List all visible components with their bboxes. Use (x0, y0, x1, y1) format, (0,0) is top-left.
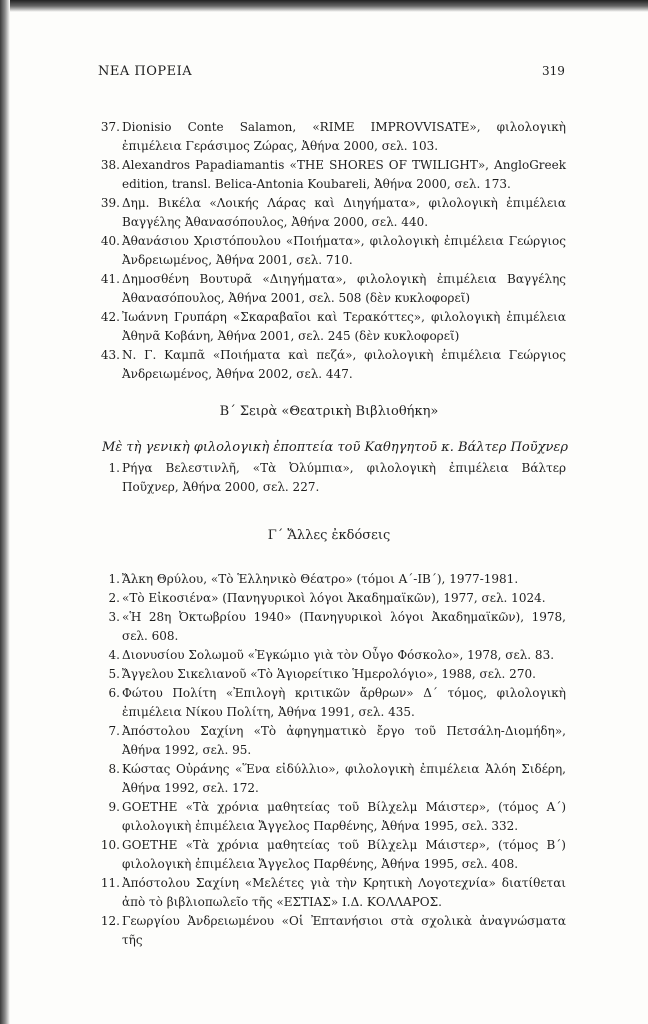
list-item (98, 874, 566, 912)
series-b-heading: Β΄ Σειρὰ «Θεατρικὴ Βιβλιοθήκη» (219, 404, 439, 419)
entry-number: 37. (100, 120, 120, 134)
series-c-list (98, 570, 566, 950)
list-item (98, 232, 566, 270)
entry-number: 6. (108, 686, 120, 700)
entry-number: 9. (108, 800, 120, 814)
entry-text: Ρήγα Βελεστινλῆ, «Τὰ Ὀλύμπια», φιλολογικὴ ἐπιμέλεια Βάλτερ Ποῦχνερ, Ἀθήνα 2000, σελ. 227. (122, 461, 566, 494)
series-b-supervision: Μὲ τὴ γενικὴ φιλολογικὴ ἐποπτεία τοῦ Καθηγητοῦ κ. Βάλτερ Ποῦχνερ (102, 440, 568, 455)
entry-text: GOETHE «Τὰ χρόνια μαθητείας τοῦ Βίλχελμ Μάιστερ», (τόμος Α΄) φιλολογικὴ ἐπιμέλεια Ἄγγελος Παρθένης, Ἀθήνα 1995, σελ. 332. (122, 800, 566, 833)
entry-text: Ἀθανάσιου Χριστόπουλου «Ποιήματα», φιλολογικὴ ἐπιμέλεια Γεώργιος Ἀνδρειωμένος, Ἀθήνα 2001, σελ. 710. (122, 234, 566, 267)
entry-text: Φώτου Πολίτη «Ἐπιλογὴ κριτικῶν ἄρθρων» Δ΄ τόμος, φιλολογικὴ ἐπιμέλεια Νίκου Πολίτη, Ἀθήνα 1991, σελ. 435. (122, 686, 566, 719)
entry-text: GOETHE «Τὰ χρόνια μαθητείας τοῦ Βίλχελμ Μάιστερ», (τόμος Β΄) φιλολογικὴ ἐπιμέλεια Ἄγγελος Παρθένης, Ἀθήνα 1995, σελ. 408. (122, 838, 566, 871)
list-item (98, 760, 566, 798)
entry-text: Διονυσίου Σολωμοῦ «Ἐγκώμιο γιὰ τὸν Οὖγο Φόσκολο», 1978, σελ. 83. (122, 648, 555, 662)
list-item (98, 665, 566, 684)
entry-number: 40. (100, 234, 120, 248)
entry-text: Ἀπόστολου Σαχίνη «Μελέτες γιὰ τὴν Κρητικὴ Λογοτεχνία» διατίθεται ἀπὸ τὸ βιβλιοπωλεῖο τῆς «ΕΣΤΙΑΣ» Ι.Δ. ΚΟΛΛΑΡΟΣ. (122, 876, 566, 909)
list-item (98, 589, 566, 608)
list-item (98, 836, 566, 874)
scan-top-shadow (0, 0, 648, 12)
entry-text: «Ἡ 28η Ὀκτωβρίου 1940» (Πανηγυρικοὶ λόγοι Ἀκαδημαϊκῶν), 1978, σελ. 608. (122, 610, 566, 643)
entry-number: 42. (100, 310, 120, 324)
list-item (98, 608, 566, 646)
list-item (98, 646, 566, 665)
entry-number: 39. (100, 196, 120, 210)
entry-number: 41. (100, 272, 120, 286)
scan-binding-shadow (0, 0, 10, 1024)
series-a-list (98, 118, 566, 384)
entry-text: Ν. Γ. Καμπᾶ «Ποιήματα καὶ πεζά», φιλολογικὴ ἐπιμέλεια Γεώργιος Ἀνδρειωμένος, Ἀθήνα 2002, σελ. 447. (122, 348, 566, 381)
entry-text: Δημοσθένη Βουτυρᾶ «Διηγήματα», φιλολογικὴ ἐπιμέλεια Βαγγέλης Ἀθανασόπουλος, Ἀθήνα 2001, σελ. 508 (δὲν κυκλοφορεῖ) (122, 272, 566, 305)
entry-text: Alexandros Papadiamantis «THE SHORES OF TWILIGHT», AngloGreek edition, transl. Belica-Antonia Koubareli, Ἀθήνα 2000, σελ. 173. (122, 158, 566, 191)
entry-number: 3. (108, 610, 120, 624)
entry-text: Ἰωάννη Γρυπάρη «Σκαραβαῖοι καὶ Τερακόττες», φιλολογικὴ ἐπιμέλεια Ἀθηνᾶ Κοβάνη, Ἀθήνα 2001, σελ. 245 (δὲν κυκλοφορεῖ) (122, 310, 566, 343)
entry-number: 10. (100, 838, 120, 852)
list-item (98, 570, 566, 589)
entry-text: Κώστας Οὐράνης «Ἕνα εἰδύλλιο», φιλολογικὴ ἐπιμέλεια Ἀλόη Σιδέρη, Ἀθήνα 1992, σελ. 172. (122, 762, 566, 795)
list-item (98, 459, 566, 497)
entry-number: 11. (100, 876, 120, 890)
entry-number: 1. (108, 572, 120, 586)
entry-number: 5. (108, 667, 120, 681)
entry-text: Γεωργίου Ἀνδρειωμένου «Οἱ Ἐπτανήσιοι στὰ σχολικὰ ἀναγνώσματα τῆς (122, 914, 566, 947)
series-c-heading: Γ΄ Ἄλλες ἐκδόσεις (267, 528, 391, 543)
entry-text: Δημ. Βικέλα «Λοικής Λάρας καὶ Διηγήματα», φιλολογικὴ ἐπιμέλεια Βαγγέλης Ἀθανασόπουλος, Ἀθήνα 2000, σελ. 440. (122, 196, 566, 229)
entry-text: Ἄγγελου Σικελιανοῦ «Τὸ Ἁγιορείτικο Ἡμερολόγιο», 1988, σελ. 270. (122, 667, 536, 681)
list-item (98, 346, 566, 384)
list-item (98, 798, 566, 836)
entry-number: 1. (108, 461, 120, 475)
list-item (98, 722, 566, 760)
page-number: 319 (542, 64, 565, 78)
entry-text: Ἄλκη Θρύλου, «Τὸ Ἑλληνικὸ Θέατρο» (τόμοι Α΄-ΙΒ΄), 1977-1981. (122, 572, 519, 586)
list-item (98, 156, 566, 194)
entry-text: «Τὸ Εἰκοσιένα» (Πανηγυρικοὶ λόγοι Ἀκαδημαϊκῶν), 1977, σελ. 1024. (122, 591, 546, 605)
running-head: ΝΕΑ ΠΟΡΕΙΑ (98, 64, 193, 79)
list-item (98, 270, 566, 308)
entry-number: 12. (100, 914, 120, 928)
list-item (98, 308, 566, 346)
entry-number: 43. (100, 348, 120, 362)
entry-number: 8. (108, 762, 120, 776)
entry-number: 2. (108, 591, 120, 605)
entry-text: Dionisio Conte Salamon, «RIME IMPROVVISATE», φιλολογικὴ ἐπιμέλεια Γεράσιμος Ζώρας, Ἀθήνα 2000, σελ. 103. (122, 120, 566, 153)
entry-number: 4. (108, 648, 120, 662)
list-item (98, 194, 566, 232)
entry-text: Ἀπόστολου Σαχίνη «Τὸ ἀφηγηματικὸ ἔργο τοῦ Πετσάλη-Διομήδη», Ἀθήνα 1992, σελ. 95. (122, 724, 566, 757)
list-item (98, 118, 566, 156)
series-b-list (98, 459, 566, 497)
entry-number: 38. (100, 158, 120, 172)
entry-number: 7. (108, 724, 120, 738)
list-item (98, 684, 566, 722)
list-item (98, 912, 566, 950)
